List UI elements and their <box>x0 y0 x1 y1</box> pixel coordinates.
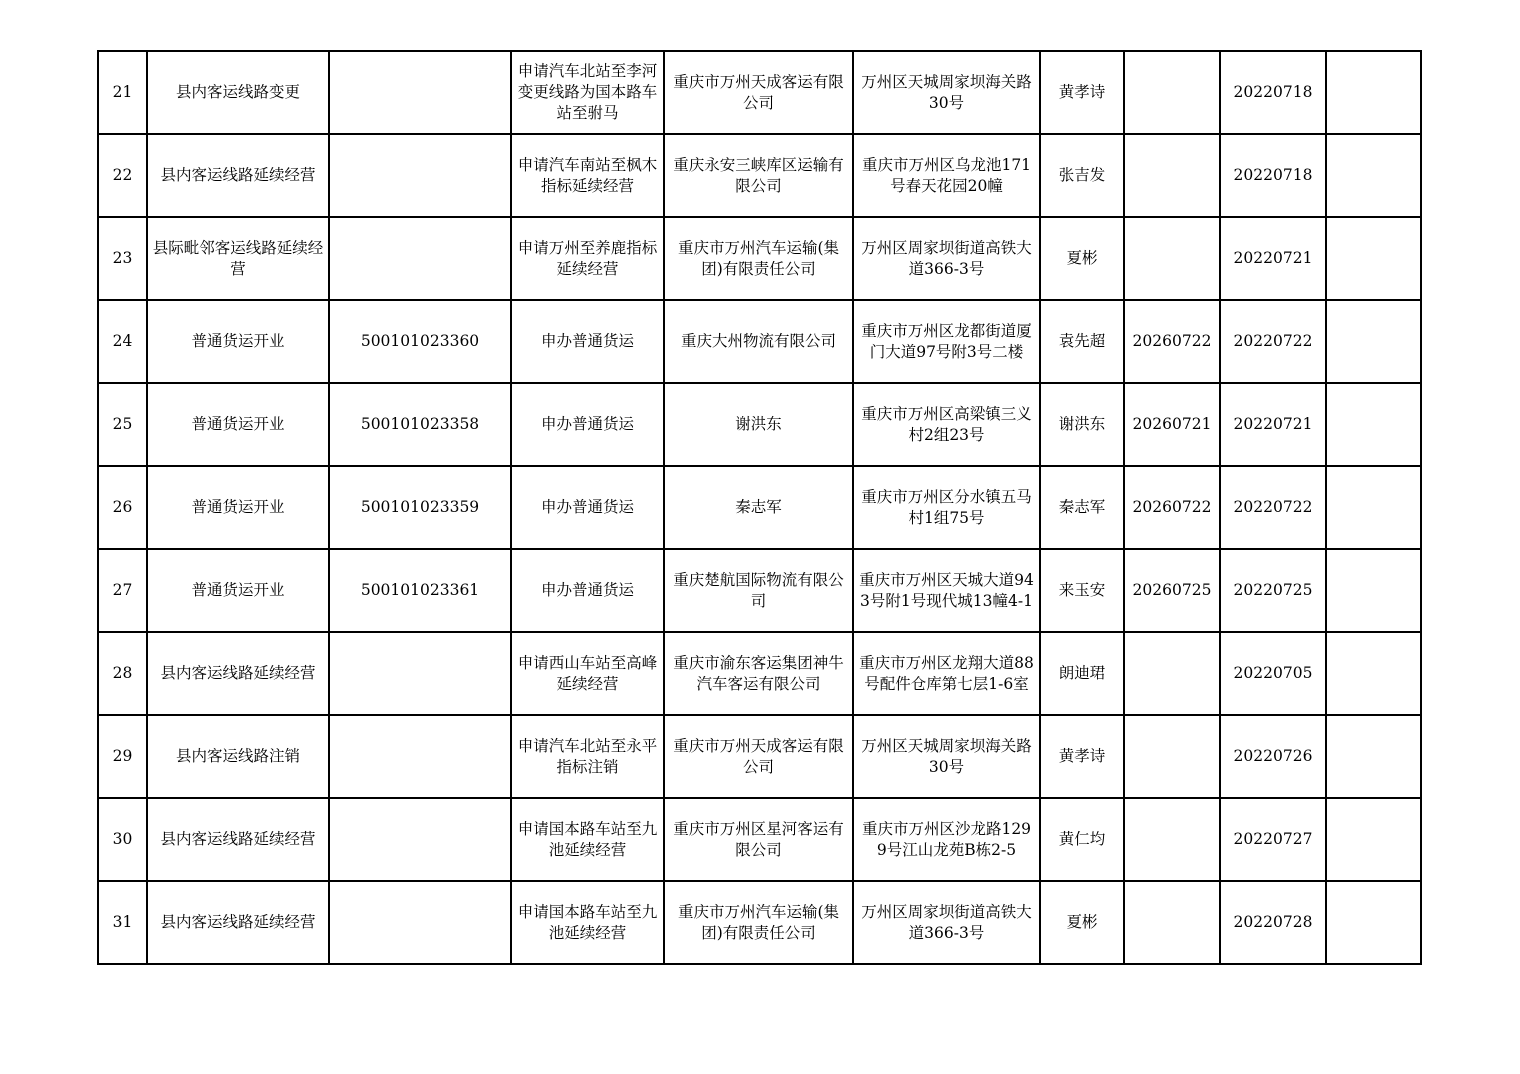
remark-cell <box>1326 134 1421 217</box>
permit-number-cell <box>329 715 511 798</box>
applicant-cell: 重庆楚航国际物流有限公司 <box>664 549 853 632</box>
permit-content-cell: 申请国本路车站至九池延续经营 <box>511 798 664 881</box>
legal-representative-cell: 张吉发 <box>1040 134 1124 217</box>
address-cell: 重庆市万州区龙翔大道88号配件仓库第七层1-6室 <box>853 632 1040 715</box>
permit-content-cell: 申办普通货运 <box>511 300 664 383</box>
matter-name-cell: 普通货运开业 <box>147 300 329 383</box>
remark-cell <box>1326 383 1421 466</box>
permit-content-cell: 申办普通货运 <box>511 549 664 632</box>
matter-name-cell: 普通货运开业 <box>147 549 329 632</box>
permit-content-cell: 申办普通货运 <box>511 466 664 549</box>
matter-name-cell: 普通货运开业 <box>147 383 329 466</box>
table-row <box>98 383 1421 466</box>
address-cell: 重庆市万州区沙龙路1299号江山龙苑B栋2-5 <box>853 798 1040 881</box>
row-number: 31 <box>98 881 147 964</box>
permit-number-cell <box>329 51 511 134</box>
permit-number-cell <box>329 217 511 300</box>
permit-number-cell <box>329 134 511 217</box>
applicant-cell: 重庆大州物流有限公司 <box>664 300 853 383</box>
address-cell: 重庆市万州区乌龙池171号春天花园20幢 <box>853 134 1040 217</box>
table-row <box>98 881 1421 964</box>
legal-representative-cell: 黄孝诗 <box>1040 715 1124 798</box>
address-cell: 万州区天城周家坝海关路30号 <box>853 51 1040 134</box>
permit-number-cell: 500101023361 <box>329 549 511 632</box>
matter-name-cell: 县内客运线路延续经营 <box>147 134 329 217</box>
row-number: 24 <box>98 300 147 383</box>
permit-content-cell: 申请汽车北站至李河变更线路为国本路车站至驸马 <box>511 51 664 134</box>
legal-representative-cell: 夏彬 <box>1040 881 1124 964</box>
row-number: 22 <box>98 134 147 217</box>
remark-cell <box>1326 300 1421 383</box>
permit-content-cell: 申请西山车站至高峰延续经营 <box>511 632 664 715</box>
remark-cell <box>1326 881 1421 964</box>
decision-date-cell: 20220725 <box>1220 549 1326 632</box>
matter-name-cell: 县内客运线路延续经营 <box>147 632 329 715</box>
address-cell: 重庆市万州区分水镇五马村1组75号 <box>853 466 1040 549</box>
legal-representative-cell: 夏彬 <box>1040 217 1124 300</box>
address-cell: 重庆市万州区高梁镇三义村2组23号 <box>853 383 1040 466</box>
address-cell: 万州区天城周家坝海关路30号 <box>853 715 1040 798</box>
decision-date-cell: 20220721 <box>1220 383 1326 466</box>
row-number: 23 <box>98 217 147 300</box>
legal-representative-cell: 谢洪东 <box>1040 383 1124 466</box>
decision-date-cell: 20220705 <box>1220 632 1326 715</box>
permit-number-cell: 500101023359 <box>329 466 511 549</box>
valid-until-cell: 20260722 <box>1124 300 1220 383</box>
permit-content-cell: 申请万州至养鹿指标延续经营 <box>511 217 664 300</box>
permit-table <box>97 50 1422 965</box>
remark-cell <box>1326 217 1421 300</box>
legal-representative-cell: 黄孝诗 <box>1040 51 1124 134</box>
valid-until-cell <box>1124 217 1220 300</box>
permit-number-cell <box>329 881 511 964</box>
matter-name-cell: 县内客运线路变更 <box>147 51 329 134</box>
table-row <box>98 466 1421 549</box>
valid-until-cell <box>1124 798 1220 881</box>
legal-representative-cell: 朗迪珺 <box>1040 632 1124 715</box>
decision-date-cell: 20220727 <box>1220 798 1326 881</box>
remark-cell <box>1326 798 1421 881</box>
row-number: 25 <box>98 383 147 466</box>
row-number: 21 <box>98 51 147 134</box>
applicant-cell: 重庆永安三峡库区运输有限公司 <box>664 134 853 217</box>
table-row <box>98 632 1421 715</box>
permit-content-cell: 申请汽车北站至永平指标注销 <box>511 715 664 798</box>
decision-date-cell: 20220728 <box>1220 881 1326 964</box>
permit-number-cell <box>329 632 511 715</box>
permit-number-cell <box>329 798 511 881</box>
legal-representative-cell: 来玉安 <box>1040 549 1124 632</box>
table-row <box>98 798 1421 881</box>
address-cell: 万州区周家坝街道高铁大道366-3号 <box>853 217 1040 300</box>
remark-cell <box>1326 549 1421 632</box>
legal-representative-cell: 袁先超 <box>1040 300 1124 383</box>
permit-content-cell: 申请汽车南站至枫木指标延续经营 <box>511 134 664 217</box>
legal-representative-cell: 秦志军 <box>1040 466 1124 549</box>
address-cell: 重庆市万州区天城大道943号附1号现代城13幢4-1 <box>853 549 1040 632</box>
valid-until-cell: 20260721 <box>1124 383 1220 466</box>
applicant-cell: 重庆市万州区星河客运有限公司 <box>664 798 853 881</box>
matter-name-cell: 普通货运开业 <box>147 466 329 549</box>
applicant-cell: 重庆市渝东客运集团神牛汽车客运有限公司 <box>664 632 853 715</box>
valid-until-cell: 20260725 <box>1124 549 1220 632</box>
legal-representative-cell: 黄仁均 <box>1040 798 1124 881</box>
applicant-cell: 秦志军 <box>664 466 853 549</box>
valid-until-cell <box>1124 134 1220 217</box>
decision-date-cell: 20220721 <box>1220 217 1326 300</box>
matter-name-cell: 县内客运线路注销 <box>147 715 329 798</box>
valid-until-cell <box>1124 51 1220 134</box>
table-row <box>98 134 1421 217</box>
matter-name-cell: 县内客运线路延续经营 <box>147 881 329 964</box>
table-row <box>98 715 1421 798</box>
applicant-cell: 重庆市万州汽车运输(集团)有限责任公司 <box>664 217 853 300</box>
row-number: 28 <box>98 632 147 715</box>
valid-until-cell <box>1124 632 1220 715</box>
row-number: 30 <box>98 798 147 881</box>
remark-cell <box>1326 51 1421 134</box>
remark-cell <box>1326 715 1421 798</box>
permit-content-cell: 申请国本路车站至九池延续经营 <box>511 881 664 964</box>
row-number: 26 <box>98 466 147 549</box>
address-cell: 万州区周家坝街道高铁大道366-3号 <box>853 881 1040 964</box>
table-row <box>98 300 1421 383</box>
permit-number-cell: 500101023358 <box>329 383 511 466</box>
matter-name-cell: 县际毗邻客运线路延续经营 <box>147 217 329 300</box>
permit-number-cell: 500101023360 <box>329 300 511 383</box>
decision-date-cell: 20220718 <box>1220 134 1326 217</box>
row-number: 29 <box>98 715 147 798</box>
row-number: 27 <box>98 549 147 632</box>
matter-name-cell: 县内客运线路延续经营 <box>147 798 329 881</box>
decision-date-cell: 20220722 <box>1220 300 1326 383</box>
decision-date-cell: 20220722 <box>1220 466 1326 549</box>
remark-cell <box>1326 632 1421 715</box>
table-row <box>98 549 1421 632</box>
applicant-cell: 重庆市万州天成客运有限公司 <box>664 715 853 798</box>
permit-content-cell: 申办普通货运 <box>511 383 664 466</box>
decision-date-cell: 20220718 <box>1220 51 1326 134</box>
valid-until-cell <box>1124 715 1220 798</box>
address-cell: 重庆市万州区龙都街道厦门大道97号附3号二楼 <box>853 300 1040 383</box>
valid-until-cell <box>1124 881 1220 964</box>
applicant-cell: 重庆市万州天成客运有限公司 <box>664 51 853 134</box>
decision-date-cell: 20220726 <box>1220 715 1326 798</box>
table-body <box>98 51 1421 964</box>
remark-cell <box>1326 466 1421 549</box>
valid-until-cell: 20260722 <box>1124 466 1220 549</box>
table-row <box>98 217 1421 300</box>
table-row <box>98 51 1421 134</box>
applicant-cell: 谢洪东 <box>664 383 853 466</box>
applicant-cell: 重庆市万州汽车运输(集团)有限责任公司 <box>664 881 853 964</box>
